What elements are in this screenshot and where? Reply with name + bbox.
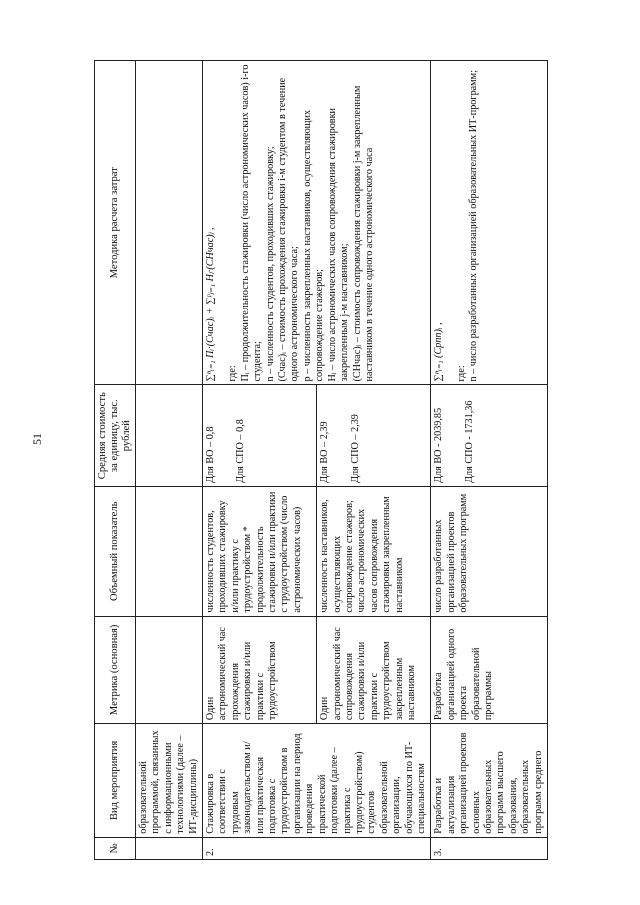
row3-cost-vo: Для ВО - 2039,85	[433, 407, 445, 483]
row2a-metric: Один астрономический час прохождения стажировки и/или практики с трудоустройством	[203, 616, 317, 723]
table-header-row	[95, 61, 136, 860]
table-row	[203, 61, 317, 860]
row2b-metric: Один астрономический час сопровождения стажировки и/или практики с трудоустройством закрепленным наставником	[317, 616, 431, 723]
row2b-cost-spo: Для СПО – 2,39	[349, 414, 361, 483]
row2-method-line: Пᵢ – продолжительность стажировки (число астрономических часов) i-го студента;	[239, 64, 264, 382]
row2a-cost-spo: Для СПО – 0,8	[235, 419, 247, 483]
header-metric: Метрика (основная)	[95, 616, 136, 723]
row2-kind: Стажировка в соответствии с трудовым законодательством и/или практическая подготовка с трудоустройством в организации на период проведения практической подготовки (далее – практика с трудоустройством) студентов образовательной организации, обучающихся по ИТ-специальностям	[203, 724, 431, 838]
header-kind: Вид мероприятия	[95, 724, 136, 838]
row2b-cost-vo: Для ВО – 2,39	[319, 421, 331, 483]
row2-method	[203, 61, 431, 386]
row3-formula: ∑ⁿᵢ₌₁ (Српп)ᵢ ,	[433, 322, 445, 382]
table-row	[431, 61, 548, 860]
row2b-volume: численность наставников, осуществляющих сопровождение стажеров; число астрономических часов сопровождения стажировки закрепленным наставником	[317, 486, 431, 616]
page-number: 51	[30, 433, 44, 445]
row1-kind: образовательной программой, связанных с информационными технологиями (далее – ИТ-дисциплины)	[136, 724, 203, 838]
row3-num: 3.	[431, 837, 548, 859]
row3-cost-spo: Для СПО - 1731,36	[463, 400, 475, 483]
row2-method-line: (Счас)ᵢ – стоимость прохождения стажировки i-м студентом в течение одного астрономического часа;	[277, 77, 301, 382]
rotated-sheet	[94, 60, 562, 860]
row3-metric: Разработка организацией одного проекта образовательной программы	[431, 616, 548, 723]
table-row	[136, 61, 203, 860]
row3-kind: Разработка и актуализация организацией проектов основных образовательных программ высшего образования, образовательных программ среднего	[431, 724, 548, 838]
row2-formula: ∑ⁿᵢ₌₁ Пᵢ·(Счас)ᵢ + ∑ᵖⱼ₌₁ Нⱼ·(СНчас)ⱼ ,	[205, 227, 217, 382]
cost-methodology-table	[94, 60, 548, 860]
row3-method-line: n – число разработанных организацией образовательных ИТ-программ;	[468, 70, 480, 382]
header-method: Методика расчета затрат	[95, 61, 136, 386]
row2-method-line: p – численность закрепленных наставников, осуществляющих сопровождение стажеров;	[301, 109, 326, 382]
row2-method-line: Нⱼ – число астрономических часов сопровождения стажировки закрепленным j-м наставником;	[326, 107, 351, 382]
row3-method	[431, 61, 548, 386]
row3-where: где:	[455, 365, 467, 382]
header-volume: Объемный показатель	[95, 486, 136, 616]
row2-method-line: (СНчас)ⱼ – стоимость сопровождения стажировки j-м закрепленным наставником в течение одного астрономического часа	[351, 85, 375, 382]
header-num: №	[95, 837, 136, 859]
row3-volume: число разработанных организацией проектов образовательных программ	[431, 486, 548, 616]
row2a-volume: численность студентов, проходивших стажировку и/или практику с трудоустройством * продолжительность стажировки и/или практики с трудоустройством (число астрономических часов)	[203, 486, 317, 616]
row2-num: 2.	[203, 837, 431, 859]
row2-method-line: n – численность студентов, проходивших стажировку;	[264, 146, 276, 382]
row2-where: где:	[227, 365, 239, 382]
row2a-cost-vo: Для ВО – 0,8	[205, 426, 217, 483]
header-cost: Средняя стоимость за единицу, тыс. рублей	[95, 385, 136, 486]
